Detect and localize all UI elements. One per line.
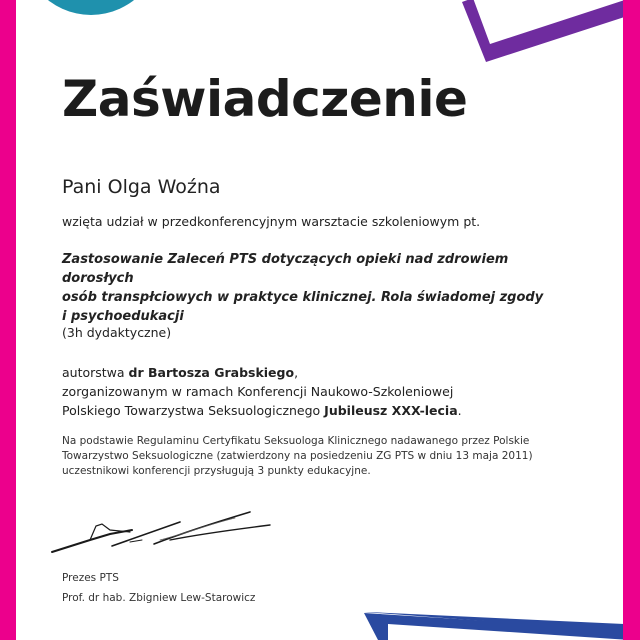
- certification-note: [62, 434, 582, 479]
- organizer-line: zorganizowanym w ramach Konferencji Naukowo-Szkoleniowej: [62, 384, 454, 399]
- recipient-name: Pani Olga Woźna: [62, 176, 221, 198]
- note-line: uczestnikowi konferencji przysługują 3 punkty edukacyjne.: [62, 465, 371, 477]
- author-line: [62, 363, 602, 382]
- note-line: Towarzystwo Seksuologiczne (zatwierdzony na posiedzeniu ZG PTS w dniu 13 maja 2011): [62, 450, 533, 462]
- author-block: [62, 363, 602, 420]
- didactic-hours: (3h dydaktyczne): [62, 325, 172, 340]
- signatory-name: Prof. dr hab. Zbigniew Lew-Starowicz: [62, 592, 256, 604]
- certificate-title: Zaświadczenie: [62, 70, 468, 128]
- society-suffix: .: [457, 403, 462, 418]
- right-pink-border: [623, 0, 640, 640]
- handwritten-signature: [50, 500, 280, 560]
- author-suffix: ,: [294, 365, 299, 380]
- author-prefix: autorstwa: [62, 365, 129, 380]
- topic-line: i psychoedukacji: [62, 309, 184, 324]
- signatory-role: Prezes PTS: [62, 572, 119, 584]
- teal-circle-decoration: [16, 0, 166, 15]
- author-name: dr Bartosza Grabskiego: [128, 365, 295, 380]
- topic-line: osób transpłciowych w praktyce klinicznej. Rola świadomej zgody: [62, 290, 544, 305]
- blue-square-decoration: [360, 608, 640, 640]
- left-pink-border: [0, 0, 16, 640]
- society-name: Polskiego Towarzystwa Seksuologicznego: [62, 403, 325, 418]
- intro-text: wzięta udział w przedkonferencyjnym warsztacie szkoleniowym pt.: [62, 214, 481, 229]
- purple-square-decoration: [440, 0, 640, 70]
- jubilee-label: Jubileusz XXX-lecia: [324, 403, 458, 418]
- note-line: Na podstawie Regulaminu Certyfikatu Seksuologa Klinicznego nadawanego przez Polskie: [62, 435, 530, 447]
- society-line: [62, 401, 602, 420]
- workshop-topic: [62, 250, 582, 326]
- topic-line: Zastosowanie Zaleceń PTS dotyczących opieki nad zdrowiem dorosłych: [62, 252, 509, 286]
